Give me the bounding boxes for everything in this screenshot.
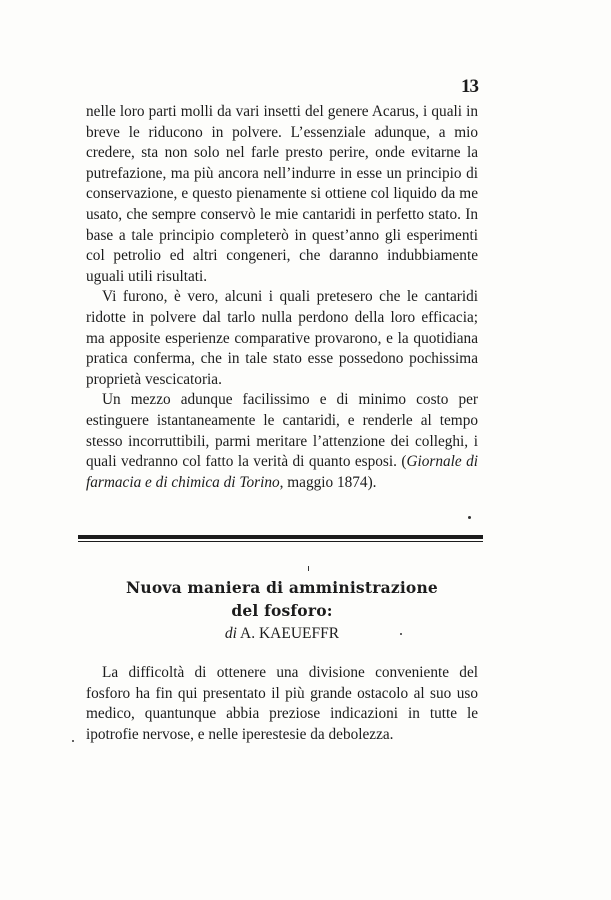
print-speck <box>308 566 309 571</box>
journal-citation: Giornale di farmacia e di chimica di Torino <box>86 453 478 491</box>
article-body <box>86 663 478 745</box>
page-number: 13 <box>461 76 478 97</box>
article-title-line-2: del fosforo: <box>231 601 333 620</box>
text-run: , maggio 1874). <box>279 473 377 491</box>
print-speck <box>468 516 471 519</box>
text-run: Un mezzo adunque facilissimo e di minimo costo per estinguere istantaneamente le cantaridi, e renderle al tempo stesso incorruttibili, parmi meritare l’attenzione dei colleghi, i quali vedranno col fatto la verità di quanto esposi. ( <box>86 391 478 471</box>
text-run: La difficoltà di ottenere una divisione conveniente del fosforo ha fin qui presentato il più grande ostacolo al suo uso medico, quantunque abbia preziose indicazioni in tutte le ipotrofie nervose, e nelle iperestesie da debolezza. <box>86 664 478 743</box>
byline-prefix: di <box>224 625 237 642</box>
print-speck <box>72 740 74 742</box>
text-run: nelle loro parti molli da vari insetti del genere Acarus, i quali in breve le riducono in polvere. L’essenziale adunque, a mio credere, sta non solo nel farle presto perire, onde evitarne la putrefazione, ma più ancora nell’indurre in esse un principio di conservazione, e questo pienamente si ottiene col liquido da me usato, che sempre conservò le mie cantaridi in perfetto stato. In base a tale principio completerò in quest’anno gli esperimenti col petrolio ed altri congeneri, che daranno indubbiamente uguali utili risultati. <box>86 103 478 285</box>
article-byline <box>86 625 478 643</box>
section-divider-thick <box>78 535 483 539</box>
paragraph <box>86 287 478 390</box>
top-section-text <box>86 102 478 493</box>
print-speck <box>400 633 402 635</box>
article-title-line-1: Nuova maniera di amministrazione <box>126 578 438 597</box>
section-divider-thin <box>78 541 483 542</box>
byline-author: A. KAEUEFFR <box>240 625 340 642</box>
paragraph <box>86 663 478 745</box>
text-run: Vi furono, è vero, alcuni i quali pretesero che le cantaridi ridotte in polvere dal tarlo nulla perdono della loro efficacia; ma apposite esperienze comparative provarono, e la quotidiana pratica conferma, che in tale stato esse possedono pochissima proprietà vescicatoria. <box>86 288 478 388</box>
paragraph <box>86 102 478 287</box>
paragraph <box>86 390 478 493</box>
